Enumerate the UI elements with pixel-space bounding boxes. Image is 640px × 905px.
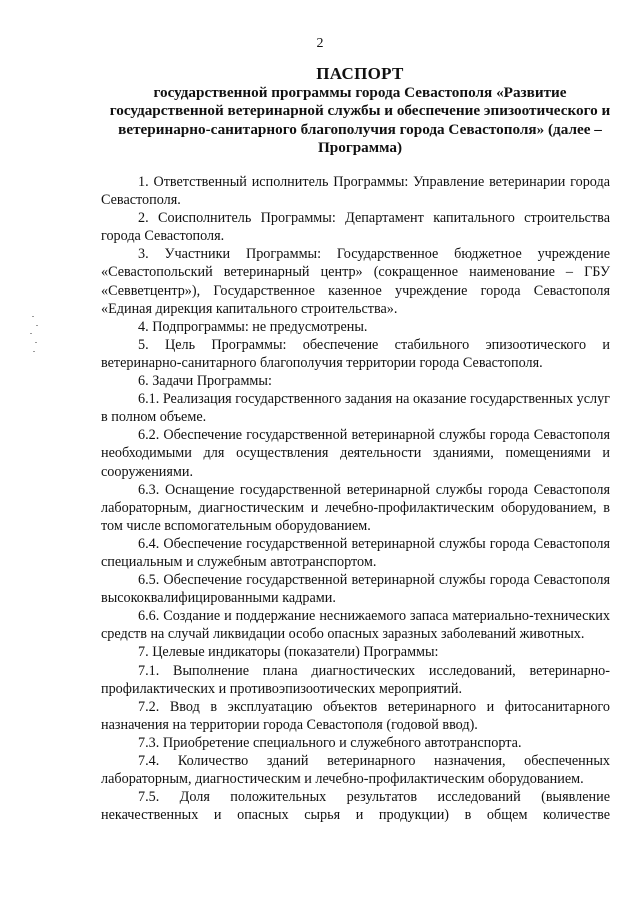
- paragraph-6-3: 6.3. Оснащение государственной ветеринарной службы города Севастополя лабораторным, диагностическим и лечебно-профилактическим оборудованием, в том числе вспомогательным оборудованием.: [101, 481, 610, 534]
- paragraph-7-5: 7.5. Доля положительных результатов исследований (выявление некачественных и опасных сырья и продукции) в общем количестве: [101, 789, 610, 824]
- paragraph-6-4: 6.4. Обеспечение государственной ветеринарной службы города Севастополя специальным и служебным автотранспортом.: [101, 535, 610, 570]
- paragraph-4: 4. Подпрограммы: не предусмотрены.: [138, 318, 368, 335]
- document-body: [101, 173, 610, 824]
- paragraph-6-2: 6.2. Обеспечение государственной ветеринарной службы города Севастополя необходимыми для осуществления деятельности зданиями, помещениями и сооружениями.: [101, 427, 610, 480]
- paragraph-7-3: 7.3. Приобретение специального и служебного автотранспорта.: [138, 734, 522, 751]
- paragraph-2: 2. Соисполнитель Программы: Департамент капитального строительства города Севастополя.: [101, 210, 610, 245]
- paragraph-7-1: 7.1. Выполнение плана диагностических исследований, ветеринарно-профилактических и противоэпизоотических мероприятий.: [101, 662, 610, 697]
- title-subtitle: государственной программы города Севастополя «Развитие государственной ветеринарной службы и обеспечение эпизоотического и ветеринарно-санитарного благополучия города Севастополя» (далее – Программа): [109, 84, 611, 156]
- document-title: [100, 64, 620, 157]
- paragraph-6-5: 6.5. Обеспечение государственной ветеринарной службы города Севастополя высококвалифицированными кадрами.: [101, 572, 610, 607]
- paragraph-7: 7. Целевые индикаторы (показатели) Программы:: [138, 644, 439, 661]
- paragraph-6-1: 6.1. Реализация государственного задания на оказание государственных услуг в полном объеме.: [101, 391, 610, 426]
- scan-margin-marks: [28, 316, 42, 356]
- paragraph-6-6: 6.6. Создание и поддержание неснижаемого запаса материально-технических средств на случай ликвидации особо опасных заразных заболеваний животных.: [101, 608, 610, 643]
- paragraph-5: 5. Цель Программы: обеспечение стабильного эпизоотического и ветеринарно-санитарного благополучия территории города Севастополя.: [101, 336, 610, 371]
- title-main: ПАСПОРТ: [316, 64, 404, 83]
- paragraph-1: 1. Ответственный исполнитель Программы: Управление ветеринарии города Севастополя.: [101, 174, 610, 209]
- paragraph-3: 3. Участники Программы: Государственное бюджетное учреждение «Севастопольский ветеринарный центр» (сокращенное наименование – ГБУ «Севветцентр»), Государственное казенное учреждение города Севастополя «Единая дирекция капитального строительства».: [101, 246, 610, 317]
- page-number: 2: [316, 36, 324, 51]
- paragraph-7-4: 7.4. Количество зданий ветеринарного назначения, обеспеченных лабораторным, диагностическим и лечебно-профилактическим оборудованием.: [101, 753, 610, 788]
- paragraph-7-2: 7.2. Ввод в эксплуатацию объектов ветеринарного и фитосанитарного назначения на территории города Севастополя (годовой ввод).: [101, 698, 610, 733]
- paragraph-6: 6. Задачи Программы:: [138, 373, 272, 390]
